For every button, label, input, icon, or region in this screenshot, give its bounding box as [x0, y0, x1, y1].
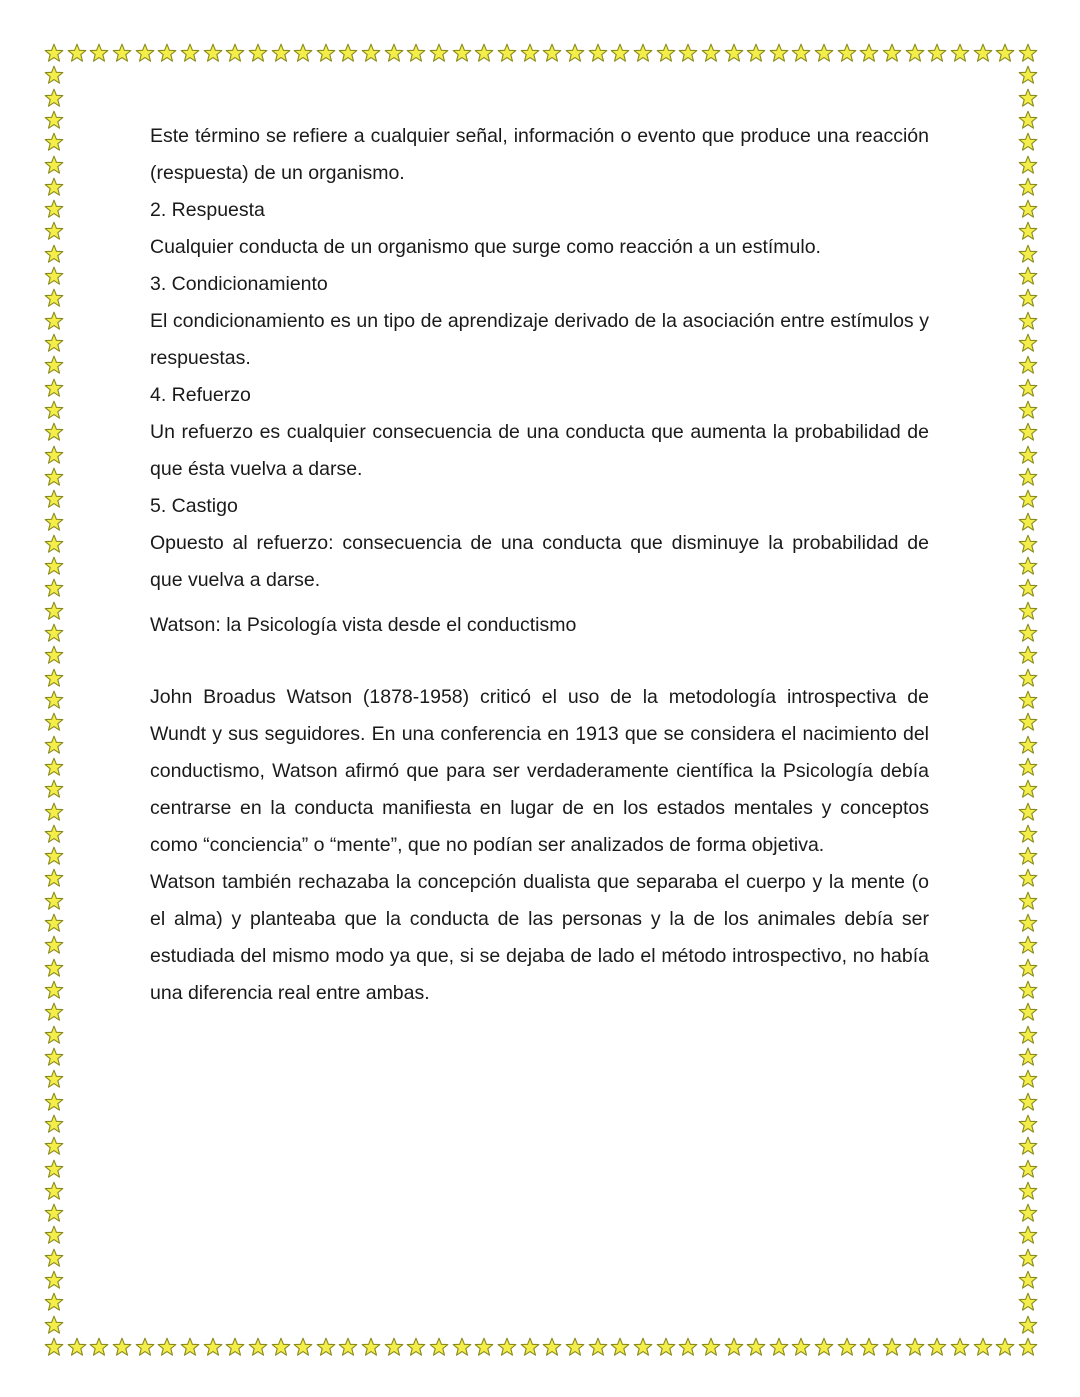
- star-icon: [746, 43, 766, 63]
- star-icon: [1018, 824, 1038, 844]
- star-icon: [44, 1203, 64, 1223]
- star-icon: [44, 868, 64, 888]
- star-icon: [1018, 110, 1038, 130]
- star-icon: [791, 43, 811, 63]
- star-icon: [44, 824, 64, 844]
- star-icon: [1018, 422, 1038, 442]
- star-icon: [1018, 779, 1038, 799]
- star-icon: [338, 1337, 358, 1357]
- star-icon: [44, 43, 64, 63]
- star-icon: [1018, 199, 1038, 219]
- star-icon: [1018, 913, 1038, 933]
- star-icon: [1018, 1025, 1038, 1045]
- star-icon: [1018, 556, 1038, 576]
- star-icon: [995, 1337, 1015, 1357]
- star-icon: [769, 1337, 789, 1357]
- star-icon: [248, 43, 268, 63]
- star-icon: [44, 891, 64, 911]
- star-icon: [157, 43, 177, 63]
- star-icon: [633, 43, 653, 63]
- star-icon: [44, 779, 64, 799]
- star-icon: [791, 1337, 811, 1357]
- star-icon: [44, 623, 64, 643]
- star-icon: [44, 400, 64, 420]
- star-icon: [973, 43, 993, 63]
- star-icon: [293, 43, 313, 63]
- star-icon: [973, 1337, 993, 1357]
- paragraph-2: Watson también rechazaba la concepción dualista que separaba el cuerpo y la mente (o el alma) y planteaba que la conducta de las personas y la de los animales debía ser estudiada del mismo modo ya que, si se dejaba de lado el método introspectivo, no había una diferencia real entre ambas.: [150, 871, 929, 1004]
- star-icon: [588, 1337, 608, 1357]
- star-icon: [44, 601, 64, 621]
- star-icon: [542, 43, 562, 63]
- star-icon: [1018, 846, 1038, 866]
- star-icon: [44, 712, 64, 732]
- star-icon: [44, 333, 64, 353]
- star-icon: [474, 43, 494, 63]
- star-icon: [746, 1337, 766, 1357]
- star-icon: [1018, 802, 1038, 822]
- star-icon: [203, 1337, 223, 1357]
- document-body: [150, 118, 929, 1012]
- star-icon: [1018, 735, 1038, 755]
- star-icon: [1018, 177, 1038, 197]
- star-icon: [338, 43, 358, 63]
- star-icon: [44, 489, 64, 509]
- star-icon: [837, 43, 857, 63]
- star-icon: [1018, 534, 1038, 554]
- star-icon: [1018, 1092, 1038, 1112]
- star-icon: [44, 422, 64, 442]
- star-icon: [1018, 1270, 1038, 1290]
- star-icon: [1018, 891, 1038, 911]
- star-icon: [1018, 1159, 1038, 1179]
- star-icon: [1018, 1002, 1038, 1022]
- definition-text-4: Un refuerzo es cualquier consecuencia de una conducta que aumenta la probabilidad de que ésta vuelva a darse.: [150, 421, 929, 480]
- section-title: Watson: la Psicología vista desde el conductismo: [150, 614, 577, 636]
- star-icon: [724, 43, 744, 63]
- star-icon: [44, 1114, 64, 1134]
- star-icon: [44, 757, 64, 777]
- star-icon: [67, 43, 87, 63]
- star-icon: [44, 88, 64, 108]
- star-icon: [316, 43, 336, 63]
- star-icon: [859, 1337, 879, 1357]
- star-icon: [588, 43, 608, 63]
- star-icon: [44, 512, 64, 532]
- star-icon: [1018, 757, 1038, 777]
- star-icon: [859, 43, 879, 63]
- star-icon: [406, 1337, 426, 1357]
- star-icon: [44, 1136, 64, 1156]
- star-icon: [814, 43, 834, 63]
- star-icon: [44, 467, 64, 487]
- star-icon: [1018, 1136, 1038, 1156]
- star-icon: [814, 1337, 834, 1357]
- star-icon: [44, 1315, 64, 1335]
- star-icon: [1018, 244, 1038, 264]
- star-icon: [497, 1337, 517, 1357]
- star-icon: [701, 43, 721, 63]
- definition-heading-3: 3. Condicionamiento: [150, 273, 328, 295]
- star-icon: [384, 43, 404, 63]
- star-icon: [1018, 1047, 1038, 1067]
- star-icon: [1018, 221, 1038, 241]
- star-icon: [44, 1092, 64, 1112]
- star-icon: [44, 1025, 64, 1045]
- star-icon: [361, 43, 381, 63]
- star-icon: [406, 43, 426, 63]
- star-icon: [44, 802, 64, 822]
- definition-text-5: Opuesto al refuerzo: consecuencia de una conducta que disminuye la probabilidad de que vuelva a darse.: [150, 532, 929, 591]
- star-icon: [678, 43, 698, 63]
- star-icon: [1018, 378, 1038, 398]
- star-icon: [1018, 690, 1038, 710]
- star-icon: [112, 1337, 132, 1357]
- star-icon: [678, 1337, 698, 1357]
- star-icon: [44, 690, 64, 710]
- star-icon: [44, 65, 64, 85]
- star-icon: [610, 43, 630, 63]
- star-icon: [44, 288, 64, 308]
- definition-text-1: Este término se refiere a cualquier señal, información o evento que produce una reacción (respuesta) de un organismo.: [150, 125, 929, 184]
- star-icon: [1018, 1069, 1038, 1089]
- star-icon: [1018, 489, 1038, 509]
- star-icon: [44, 445, 64, 465]
- star-icon: [769, 43, 789, 63]
- star-icon: [44, 1159, 64, 1179]
- star-icon: [452, 43, 472, 63]
- star-icon: [882, 1337, 902, 1357]
- star-icon: [429, 1337, 449, 1357]
- star-icon: [44, 980, 64, 1000]
- star-icon: [1018, 1315, 1038, 1335]
- star-icon: [44, 1270, 64, 1290]
- star-icon: [1018, 445, 1038, 465]
- star-icon: [610, 1337, 630, 1357]
- star-icon: [1018, 1248, 1038, 1268]
- star-icon: [44, 355, 64, 375]
- star-icon: [1018, 1337, 1038, 1357]
- star-icon: [44, 110, 64, 130]
- star-icon: [1018, 623, 1038, 643]
- definition-heading-5: 5. Castigo: [150, 495, 238, 517]
- star-icon: [44, 221, 64, 241]
- star-icon: [1018, 333, 1038, 353]
- star-icon: [1018, 43, 1038, 63]
- star-icon: [44, 735, 64, 755]
- star-icon: [44, 668, 64, 688]
- star-icon: [1018, 355, 1038, 375]
- star-icon: [44, 556, 64, 576]
- star-icon: [905, 43, 925, 63]
- star-icon: [44, 244, 64, 264]
- star-icon: [384, 1337, 404, 1357]
- star-icon: [44, 155, 64, 175]
- definition-heading-2: 2. Respuesta: [150, 199, 265, 221]
- star-icon: [656, 1337, 676, 1357]
- star-icon: [203, 43, 223, 63]
- star-icon: [1018, 512, 1038, 532]
- star-icon: [1018, 1292, 1038, 1312]
- star-icon: [1018, 868, 1038, 888]
- star-icon: [67, 1337, 87, 1357]
- star-icon: [44, 645, 64, 665]
- star-icon: [429, 43, 449, 63]
- star-icon: [44, 1069, 64, 1089]
- star-icon: [1018, 400, 1038, 420]
- star-icon: [1018, 88, 1038, 108]
- star-icon: [89, 1337, 109, 1357]
- star-icon: [180, 1337, 200, 1357]
- star-icon: [520, 43, 540, 63]
- star-icon: [474, 1337, 494, 1357]
- star-icon: [995, 43, 1015, 63]
- star-icon: [1018, 65, 1038, 85]
- star-icon: [44, 935, 64, 955]
- star-icon: [1018, 1225, 1038, 1245]
- star-icon: [565, 1337, 585, 1357]
- star-icon: [1018, 578, 1038, 598]
- star-icon: [44, 311, 64, 331]
- star-icon: [293, 1337, 313, 1357]
- star-icon: [44, 958, 64, 978]
- star-icon: [157, 1337, 177, 1357]
- definition-text-3: El condicionamiento es un tipo de aprendizaje derivado de la asociación entre estímulos y respuestas.: [150, 310, 929, 369]
- star-icon: [1018, 288, 1038, 308]
- star-icon: [1018, 311, 1038, 331]
- star-icon: [1018, 1203, 1038, 1223]
- star-icon: [1018, 958, 1038, 978]
- star-icon: [927, 43, 947, 63]
- star-icon: [44, 1292, 64, 1312]
- star-icon: [542, 1337, 562, 1357]
- star-icon: [44, 913, 64, 933]
- star-icon: [452, 1337, 472, 1357]
- star-icon: [950, 1337, 970, 1357]
- star-icon: [44, 1181, 64, 1201]
- star-icon: [1018, 155, 1038, 175]
- star-icon: [248, 1337, 268, 1357]
- star-icon: [44, 1337, 64, 1357]
- star-icon: [180, 43, 200, 63]
- star-icon: [1018, 266, 1038, 286]
- star-icon: [44, 1002, 64, 1022]
- star-icon: [44, 1248, 64, 1268]
- star-icon: [271, 43, 291, 63]
- star-icon: [44, 177, 64, 197]
- section-spacer: [150, 644, 929, 679]
- star-icon: [44, 266, 64, 286]
- star-icon: [1018, 980, 1038, 1000]
- star-icon: [1018, 712, 1038, 732]
- star-icon: [112, 43, 132, 63]
- star-icon: [656, 43, 676, 63]
- star-icon: [1018, 1114, 1038, 1134]
- star-icon: [1018, 601, 1038, 621]
- star-icon: [565, 43, 585, 63]
- star-icon: [44, 1225, 64, 1245]
- star-icon: [724, 1337, 744, 1357]
- star-icon: [44, 1047, 64, 1067]
- definition-heading-4: 4. Refuerzo: [150, 384, 251, 406]
- star-icon: [1018, 132, 1038, 152]
- star-icon: [44, 378, 64, 398]
- star-icon: [905, 1337, 925, 1357]
- star-icon: [271, 1337, 291, 1357]
- star-icon: [225, 43, 245, 63]
- star-icon: [44, 199, 64, 219]
- star-icon: [1018, 645, 1038, 665]
- star-icon: [882, 43, 902, 63]
- paragraph-1: John Broadus Watson (1878-1958) criticó el uso de la metodología introspectiva de Wundt y sus seguidores. En una conferencia en 1913 que se considera el nacimiento del conductismo, Watson afirmó que para ser verdaderamente científica la Psicología debía centrarse en la conducta manifiesta en lugar de en los estados mentales y conceptos como “conciencia” o “mente”, que no podían ser analizados de forma objetiva.: [150, 686, 929, 856]
- star-icon: [927, 1337, 947, 1357]
- star-icon: [225, 1337, 245, 1357]
- star-icon: [361, 1337, 381, 1357]
- star-icon: [44, 132, 64, 152]
- star-icon: [633, 1337, 653, 1357]
- definition-text-2: Cualquier conducta de un organismo que surge como reacción a un estímulo.: [150, 236, 821, 258]
- star-icon: [1018, 1181, 1038, 1201]
- star-icon: [135, 43, 155, 63]
- star-icon: [1018, 668, 1038, 688]
- star-icon: [837, 1337, 857, 1357]
- star-icon: [497, 43, 517, 63]
- star-icon: [1018, 467, 1038, 487]
- star-icon: [316, 1337, 336, 1357]
- star-icon: [1018, 935, 1038, 955]
- star-icon: [950, 43, 970, 63]
- star-icon: [44, 846, 64, 866]
- star-icon: [135, 1337, 155, 1357]
- star-icon: [89, 43, 109, 63]
- star-icon: [44, 578, 64, 598]
- star-icon: [44, 534, 64, 554]
- star-icon: [701, 1337, 721, 1357]
- star-icon: [520, 1337, 540, 1357]
